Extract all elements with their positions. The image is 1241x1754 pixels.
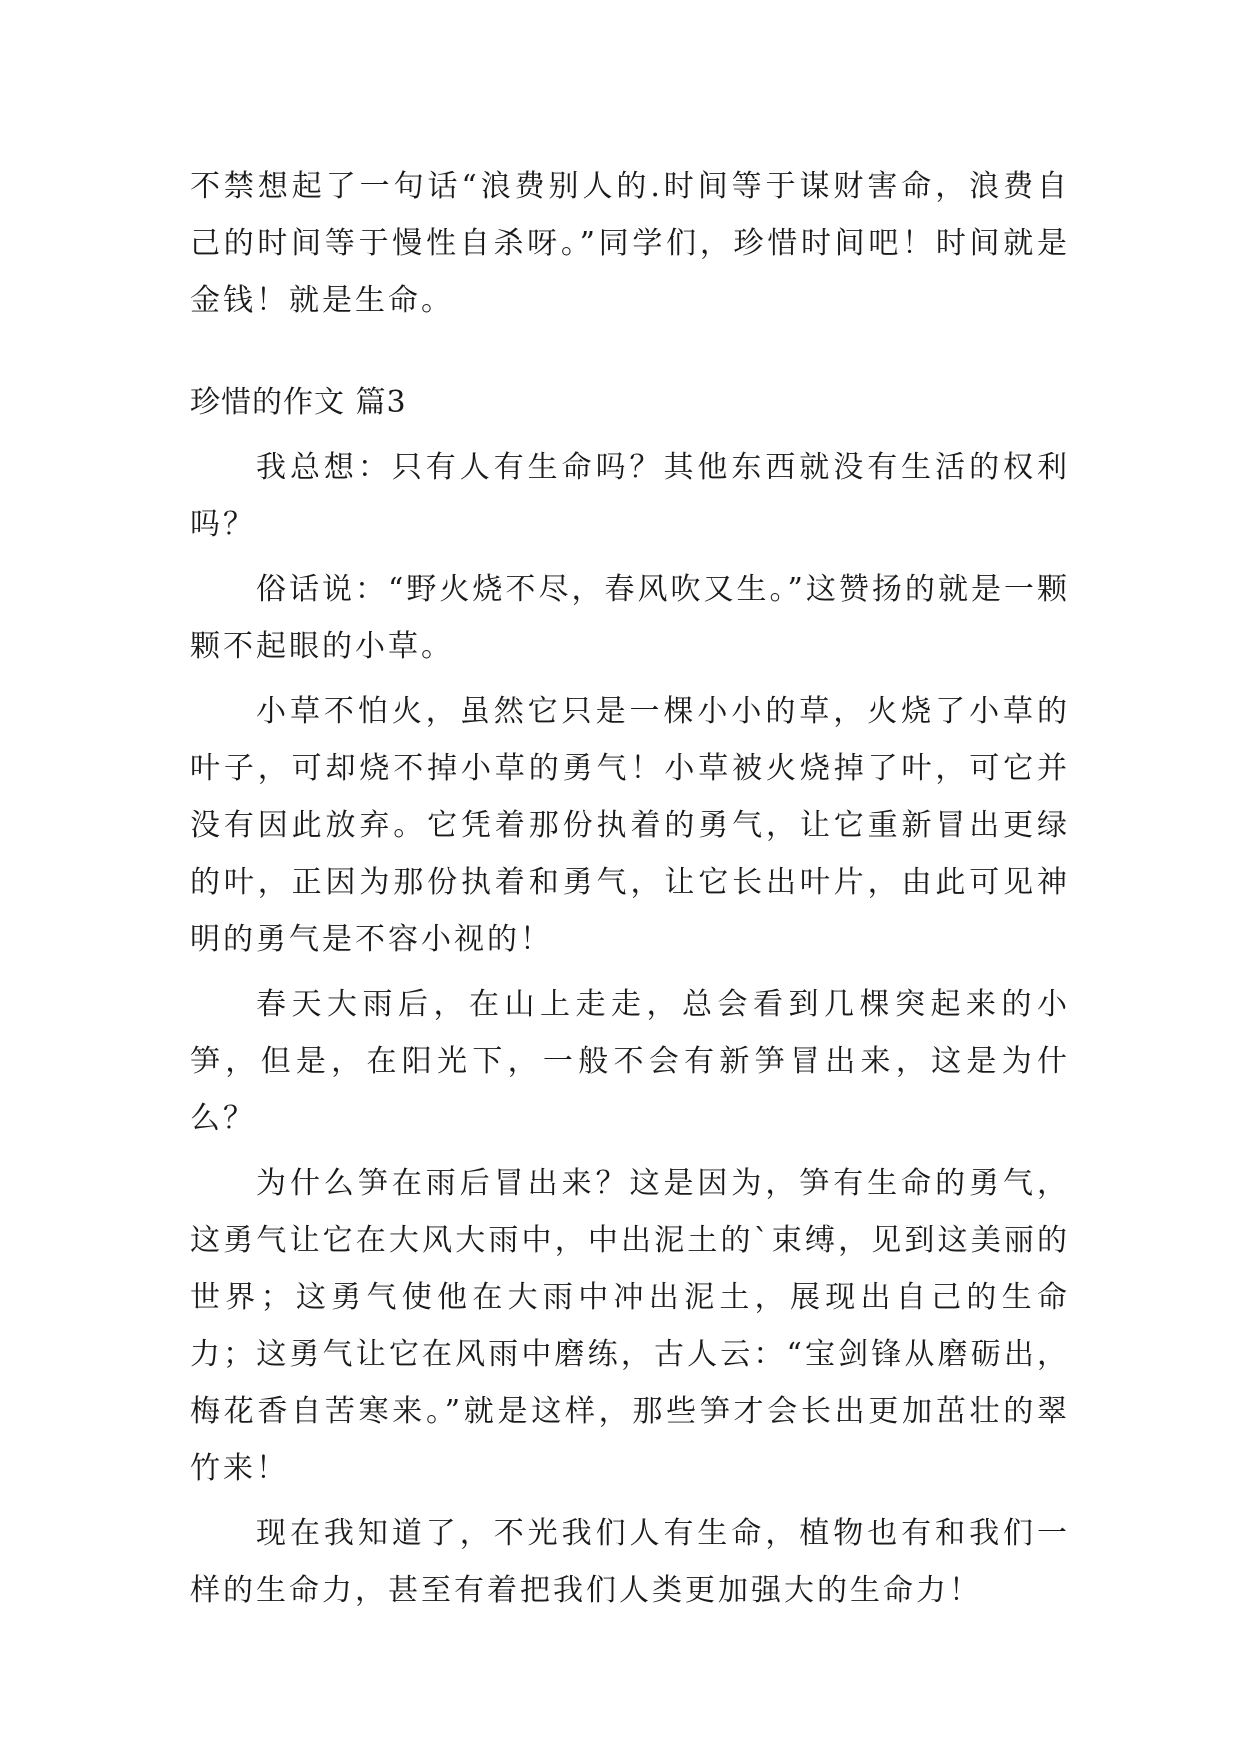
paragraph-5: 为什么笋在雨后冒出来？这是因为，笋有生命的勇气，这勇气让它在大风大雨中，中出泥土的`束缚，见到这美丽的世界；这勇气使他在大雨中冲出泥土，展现出自己的生命力；这勇气让它在风雨中磨练，古人云：“宝剑锋从磨砺出，梅花香自苦寒来。”就是这样，那些笋才会长出更加茁壮的翠竹来！ bbox=[190, 1166, 1070, 1486]
opening-paragraph: 不禁想起了一句话“浪费别人的.时间等于谋财害命，浪费自己的时间等于慢性自杀呀。”同学们，珍惜时间吧！时间就是金钱！就是生命。 bbox=[190, 169, 1070, 318]
paragraph-3: 小草不怕火，虽然它只是一棵小小的草，火烧了小草的叶子，可却烧不掉小草的勇气！小草被火烧掉了叶，可它并没有因此放弃。它凭着那份执着的勇气，让它重新冒出更绿的叶，正因为那份执着和勇气，让它长出叶片，由此可见神明的勇气是不容小视的！ bbox=[190, 694, 1070, 957]
paragraph-4: 春天大雨后，在山上走走，总会看到几棵突起来的小笋，但是，在阳光下，一般不会有新笋冒出来，这是为什么？ bbox=[190, 987, 1070, 1136]
paragraph-2: 俗话说：“野火烧不尽，春风吹又生。”这赞扬的就是一颗颗不起眼的小草。 bbox=[190, 572, 1070, 664]
paragraph-1: 我总想：只有人有生命吗？其他东西就没有生活的权利吗？ bbox=[190, 450, 1070, 542]
section-title: 珍惜的作文 篇3 bbox=[190, 385, 407, 420]
paragraph-6: 现在我知道了，不光我们人有生命，植物也有和我们一样的生命力，甚至有着把我们人类更加强大的生命力！ bbox=[190, 1516, 1070, 1608]
document-body bbox=[190, 158, 1070, 1619]
